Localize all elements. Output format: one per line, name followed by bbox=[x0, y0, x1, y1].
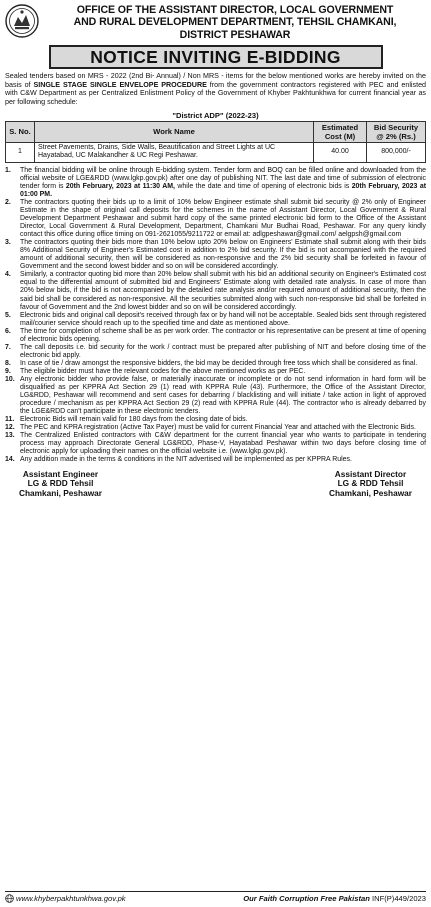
footer-ref: INF(P)449/2023 bbox=[371, 894, 426, 903]
signature-row bbox=[5, 470, 426, 499]
term-text: The time for completion of scheme shall be as per work order. The contractor or his representative can be present at time of opening of electronic bids opening. bbox=[20, 327, 426, 343]
signature-title: Assistant Director bbox=[334, 468, 407, 479]
kp-government-seal-icon bbox=[5, 4, 39, 38]
list-item bbox=[5, 456, 426, 464]
term-number: 14. bbox=[5, 456, 15, 464]
cell-bid-security: 800,000/- bbox=[367, 142, 426, 162]
list-item bbox=[5, 416, 426, 424]
works-table bbox=[5, 121, 426, 163]
term-number: 12. bbox=[5, 424, 15, 432]
header bbox=[5, 4, 426, 41]
header-work-name: Work Name bbox=[35, 121, 314, 142]
signature-assistant-director bbox=[329, 470, 412, 499]
district-label: "District ADP" (2022-23) bbox=[172, 110, 259, 120]
office-line-1: OFFICE OF THE ASSISTANT DIRECTOR, LOCAL GOVERNMENT bbox=[76, 4, 394, 16]
term-number: 11. bbox=[5, 416, 15, 424]
term-text: Any addition made in the terms & conditions in the NIT advertised will be implemented as per KPPRA Rules. bbox=[20, 456, 352, 464]
term-text: The contractors quoting their bids up to a limit of 10% below Engineer estimate shall submit bid security @ 2% only of Engineer Estimate in the shape of original call deposits for the schemes in the name of Assistant Director, Local Government & Rural Development Department Peshawar and submit hard copy of the same printed electronic bid form to the Office of the Assistant Director, Local Government & Rural Development, Department, Chamkani Mur Budhai Road, Peshawar. For any query kindly contact this office during office timing on 091-2621055/9211722 or email at: adlgpeshawar@gmail.com/ aelgpsh@gmail.com bbox=[20, 198, 426, 239]
website-text: www.khyberpakhtunkhwa.gov.pk bbox=[16, 894, 126, 903]
term-number: 10. bbox=[5, 376, 15, 383]
list-item bbox=[5, 344, 426, 360]
footer-website bbox=[5, 894, 126, 903]
footer-motto: Our Faith Corruption Free Pakistan bbox=[243, 894, 370, 903]
office-line-2: AND RURAL DEVELOPMENT DEPARTMENT, TEHSIL CHAMKANI, bbox=[73, 16, 397, 29]
list-item bbox=[5, 424, 426, 432]
globe-icon bbox=[5, 894, 14, 903]
term-text: In case of tie / draw amongst the responsive bidders, the bid may be decided through free toss which shall be considered as final. bbox=[20, 359, 418, 367]
term-deadline: 20th February, 2023 at 11:30 AM, bbox=[65, 182, 175, 190]
term-number: 1. bbox=[5, 166, 11, 174]
term-text-part: while the date and time of opening of electronic bids is bbox=[174, 182, 352, 190]
list-item bbox=[5, 271, 426, 311]
signature-place: Chamkani, Peshawar bbox=[19, 487, 103, 498]
header-estimated-cost: Estimated Cost (M) bbox=[314, 121, 367, 142]
intro-procedure: SINGLE STAGE SINGLE ENVELOPE PROCEDURE bbox=[33, 80, 207, 89]
term-number: 3. bbox=[5, 239, 11, 247]
list-item bbox=[5, 368, 426, 376]
signature-title: Assistant Engineer bbox=[22, 468, 99, 479]
term-number: 5. bbox=[5, 311, 11, 319]
header-sno: S. No. bbox=[6, 121, 35, 142]
term-number: 7. bbox=[5, 343, 11, 351]
term-text bbox=[20, 167, 426, 199]
list-item bbox=[5, 239, 426, 271]
intro-paragraph bbox=[5, 72, 426, 106]
cell-sno: 1 bbox=[6, 142, 35, 162]
term-number: 8. bbox=[5, 359, 11, 367]
term-number: 9. bbox=[5, 367, 11, 375]
intro-part-2: from the government contractors registered with PEC and enlisted with C&W Department as per Centralized Enlistment Policy of the Government of Khyber Pakhtunkhwa for current financial year as per following schedule: bbox=[5, 80, 427, 106]
footer bbox=[5, 891, 426, 903]
cell-work-name: Street Pavements, Drains, Side Walls, Beautification and Street Lights at UC Hayatabad, UC Malakandher & UC Regi Peshawar. bbox=[35, 142, 314, 162]
signature-assistant-engineer bbox=[19, 470, 102, 499]
term-text: The eligible bidder must have the relevant codes for the above mentioned works as per PEC. bbox=[20, 367, 306, 375]
list-item bbox=[5, 199, 426, 239]
intro-part-1: Sealed tenders based on MRS - 2022 (2nd Bi- Annual) / Non MRS - items for the below mentioned works are hereby invited on the basis of bbox=[5, 72, 426, 89]
term-number: 6. bbox=[5, 327, 11, 335]
signature-dept: LG & RDD Tehsil bbox=[337, 478, 404, 489]
term-number: 2. bbox=[5, 198, 11, 206]
list-item bbox=[5, 328, 426, 344]
notice-title: NOTICE INVITING E-BIDDING bbox=[49, 45, 383, 69]
term-text: Any electronic bidder who provide false, or materially inaccurate or incomplete or do not send information in hard form will be disqualified as per KPPRA Act Section 29 (1) read with KPPRA Rule (43). Furthermore, the Office of the Assistant Director, LG&RDD, Peshawar will recommend and sent cases for debarring / blacklisting and will initiate / take action in light of approved procedure / mechanism as per KPPRA Act Section 29 (2) read with KPPRA Rule (44). The contractor who is already debarred by the LGE&RDD can't participate in these electronic tenders. bbox=[20, 376, 426, 416]
table-header-row bbox=[6, 121, 426, 142]
term-text: The contractors quoting their bids more than 10% below upto 20% below on Engineers' Estimate shall submit along with their bids 8% Additional Security of Engineer's Estimated cost in addition to 2% bid security. If the bid is not accompanied with the required amount of additional security, then will be considered as non-responsive and the 2% bid security shall be forfeited in favour of Government and the second lowest bidder and so on will be considered accordingly. bbox=[20, 239, 426, 271]
list-item bbox=[5, 312, 426, 328]
term-text: The call deposits i.e. bid security for the work / contract must be prepared after publishing of NIT and before closing time of the electronic bid apply. bbox=[20, 343, 426, 359]
term-text: The Centralized Enlisted contractors with C&W department for the current financial year who wants to participate in tendering process may approach Directorate General LG&RDD, Phase-V, Hayatabad Peshawar within two days before closing time of electronic apply for uploading their names on the official website i.e. (www.lgkp.gov.pk). bbox=[20, 432, 426, 456]
signature-dept: LG & RDD Tehsil bbox=[27, 478, 94, 489]
list-item bbox=[5, 432, 426, 456]
signature-place: Chamkani, Peshawar bbox=[328, 487, 412, 498]
term-text: Similarly, a contractor quoting bid more than 20% below shall submit with his bid an additional security on Engineer's Estimated cost equal to the differential amount of submitted bid and Engineers' Estimate along with detailed rate analysis. In case of more than 20% below bids, if the bid is not accompanied by the detailed rate analysis and/or required amount of additional security, then the said bid shall be considered as non-responsive. All the securities submitted along with such non-responsive bid shall be forfeited in favour of Government and the 2nd lowest bidder and so on will be considered accordingly. bbox=[20, 271, 426, 311]
terms-list bbox=[5, 167, 426, 465]
term-text-part: The financial bidding will be online through E-bidding system. Tender form and BOQ can be filled online and downloaded from the official website of LGE&RDD (www.lgkp.gov.pk) after one day of publishing NIT. The last date and time of submission of electronic tender form is bbox=[20, 166, 426, 190]
list-item bbox=[5, 376, 426, 416]
table-row bbox=[6, 142, 426, 162]
term-text: The PEC and KPRA registration (Active Tax Payer) must be valid for current Financial Year and attached with the Electronic Bids. bbox=[20, 424, 416, 432]
term-text: Electronic Bids will remain valid for 180 days from the closing date of bids. bbox=[20, 416, 248, 424]
term-text: Electronic bids and original call deposit's received through fax or by hand will not be acceptable. Sealed bids sent through registered mail/courier service should reach up to the specified time and date as mentioned above. bbox=[20, 311, 426, 327]
office-line-3: DISTRICT PESHAWAR bbox=[179, 28, 291, 41]
list-item bbox=[5, 167, 426, 199]
office-title bbox=[44, 4, 426, 41]
term-number: 4. bbox=[5, 271, 11, 279]
list-item bbox=[5, 360, 426, 368]
term-opening-time: 20th February, 2023 at 01:00 PM. bbox=[20, 182, 427, 198]
header-bid-security: Bid Security @ 2% (Rs.) bbox=[367, 121, 426, 142]
cell-estimated-cost: 40.00 bbox=[314, 142, 367, 162]
footer-right bbox=[243, 894, 426, 903]
term-number: 13. bbox=[5, 432, 15, 440]
